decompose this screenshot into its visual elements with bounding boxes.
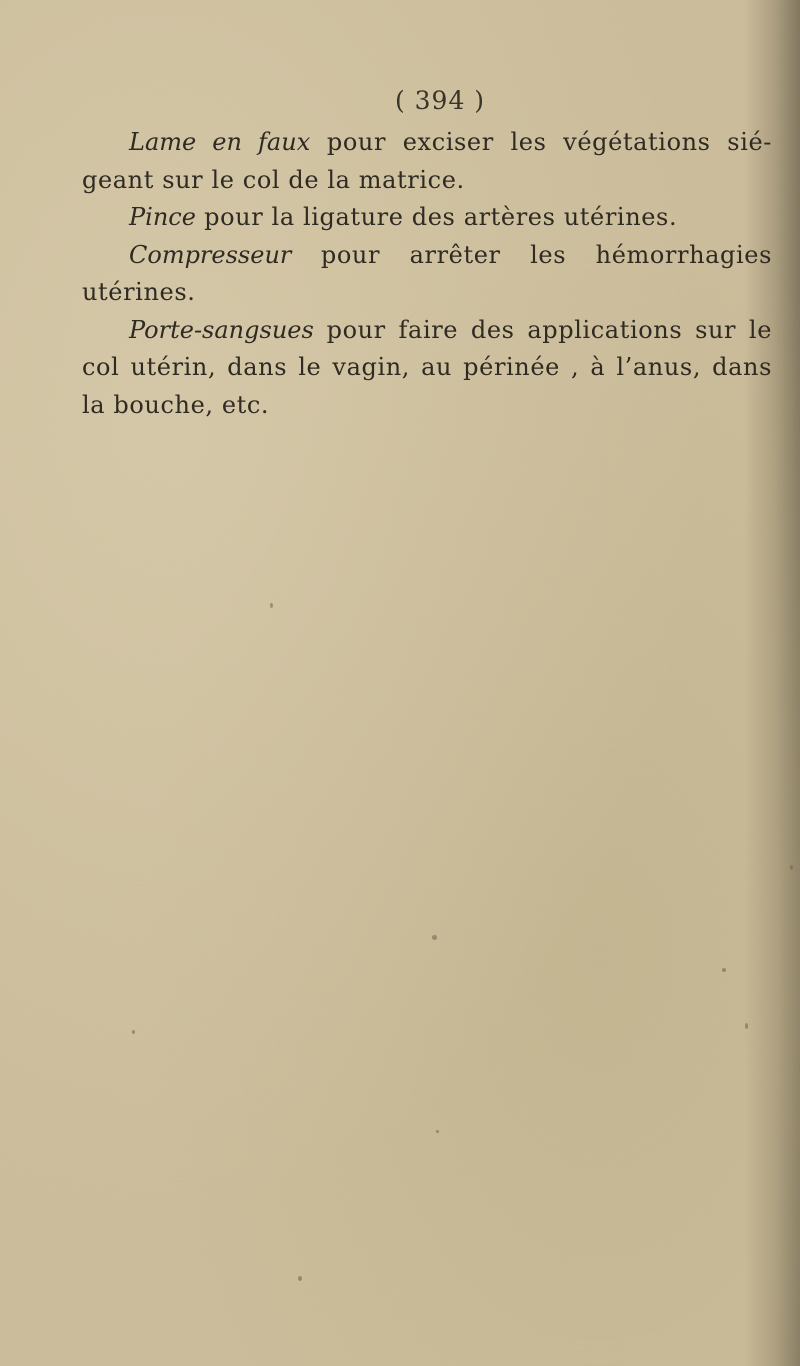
entry-compresseur <box>82 237 772 312</box>
entry-lame-en-faux <box>82 124 772 199</box>
paper-speck <box>722 968 726 972</box>
entry-description: pour la ligature des artères utérines. <box>195 203 678 231</box>
entry-description: pour faire des applications sur le col utérin, dans le vagin, au périnée , à l’anus, dans la bouche, etc. <box>82 315 772 419</box>
instrument-list <box>82 124 772 424</box>
entry-term: Pince <box>129 203 196 231</box>
paper-speck <box>432 935 437 940</box>
entry-description: pour exciser les végétations sié-geant sur le col de la matrice. <box>82 128 772 194</box>
paper-speck <box>298 1276 302 1281</box>
page-number: ( 394 ) <box>394 86 486 115</box>
paper-speck <box>270 603 273 608</box>
entry-description: pour arrêter les hémorrhagies utérines. <box>82 240 772 306</box>
paper-speck <box>436 1130 439 1133</box>
entry-pince <box>82 199 772 237</box>
entry-term: Porte-sangsues <box>129 315 314 344</box>
paper-speck <box>745 1023 748 1029</box>
entry-term: Lame en faux <box>129 128 311 156</box>
entry-porte-sangsues <box>82 312 772 425</box>
paper-speck <box>132 1030 135 1034</box>
entry-term: Compresseur <box>129 240 292 269</box>
paper-speck <box>790 865 793 870</box>
